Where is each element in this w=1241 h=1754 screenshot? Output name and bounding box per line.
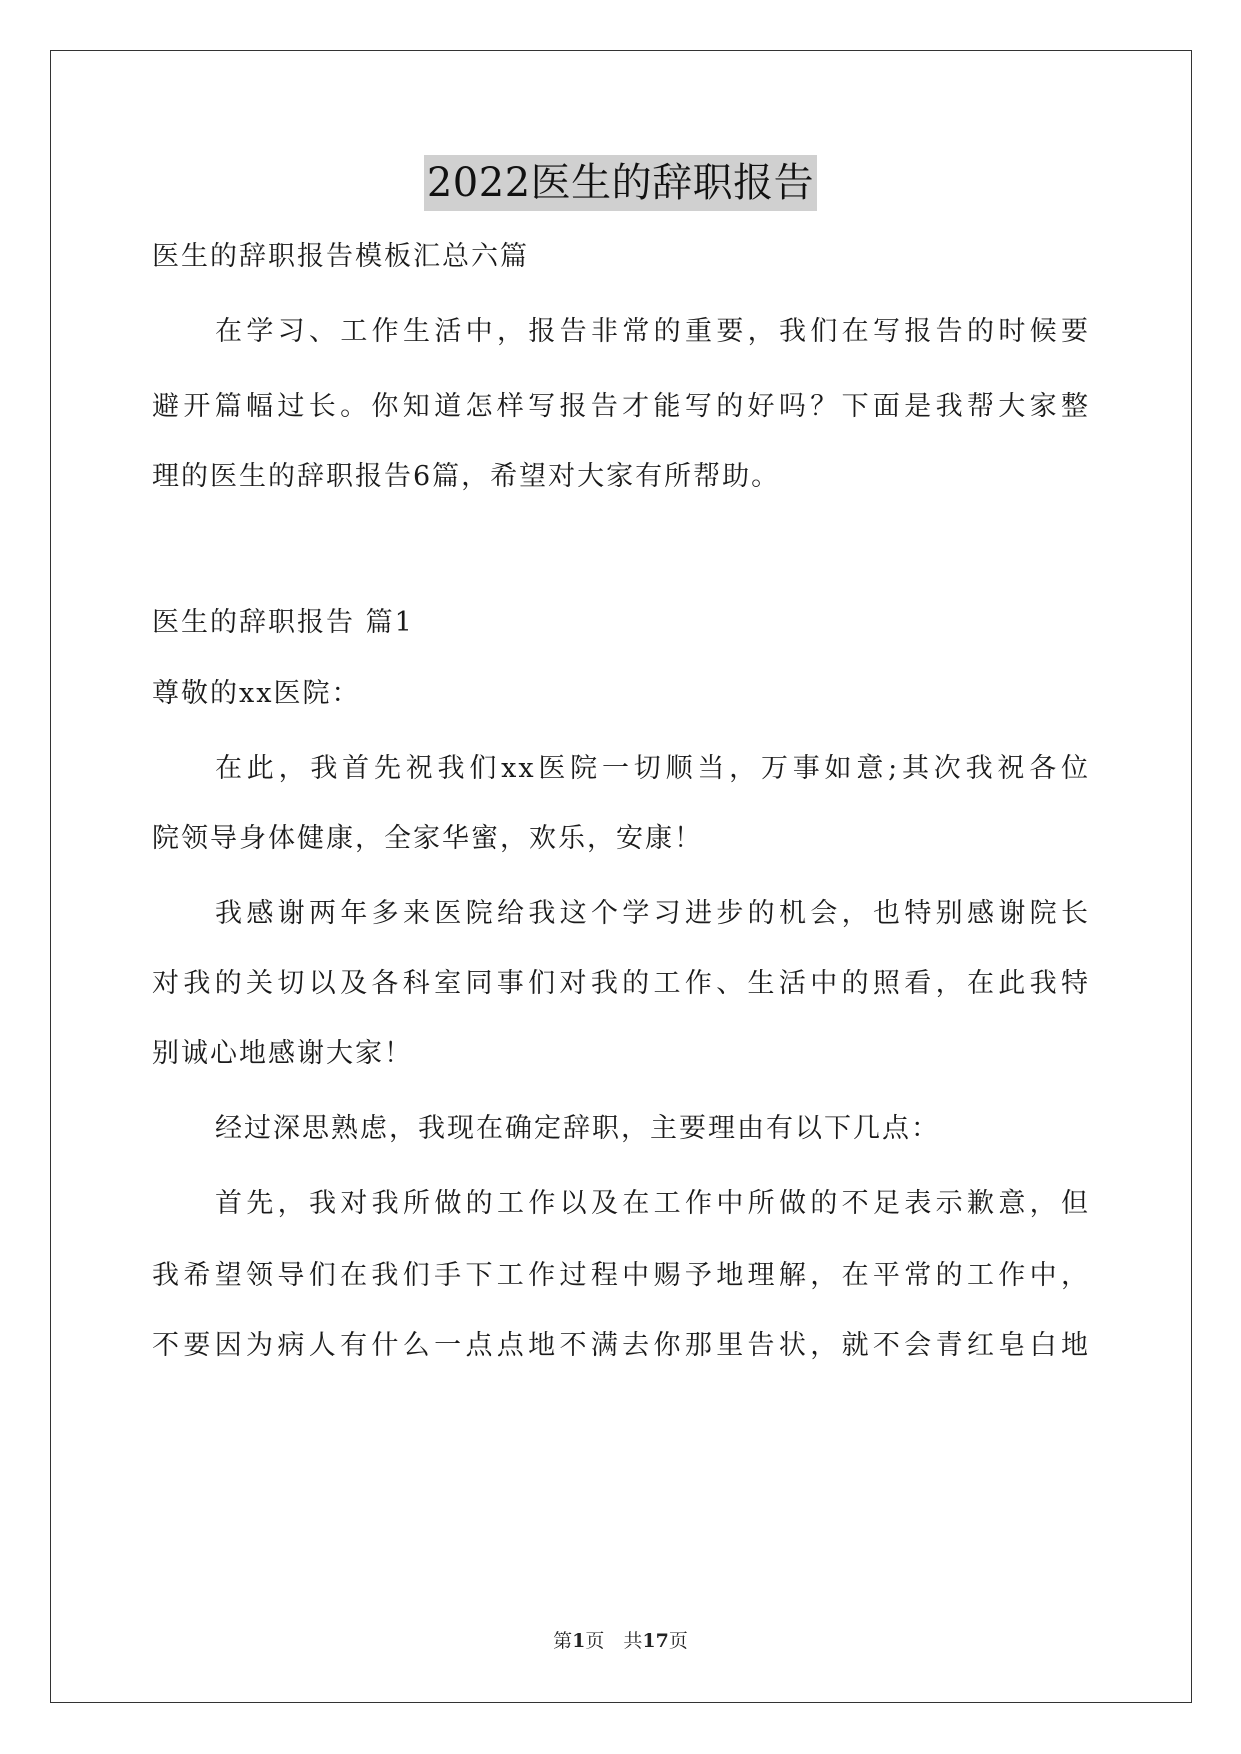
footer-page-mid: 页 共 [585,1630,643,1652]
body-line-2: 院领导身体健康，全家华蜜，欢乐，安康！ [152,823,703,854]
section-heading: 医生的辞职报告 篇1 [152,607,414,638]
subtitle: 医生的辞职报告模板汇总六篇 [152,241,529,272]
body-line-1: 在此，我首先祝我们xx医院一切顺当，万事如意;其次我祝各位 [215,753,1090,784]
intro-line-2: 避开篇幅过长。你知道怎样写报告才能写的好吗？下面是我帮大家整 [152,391,1090,422]
intro-line-1: 在学习、工作生活中，报告非常的重要，我们在写报告的时候要 [215,316,1090,347]
body-line-9: 不要因为病人有什么一点点地不满去你那里告状，就不会青红皂白地 [152,1330,1090,1361]
page-border [50,50,1192,1703]
footer-page-prefix: 第 [553,1630,573,1652]
body-line-4: 对我的关切以及各科室同事们对我的工作、生活中的照看，在此我特 [152,968,1090,999]
intro-line-3: 理的医生的辞职报告6篇，希望对大家有所帮助。 [152,461,781,492]
salutation: 尊敬的xx医院： [152,678,361,709]
body-line-5: 别诚心地感谢大家！ [152,1038,413,1069]
footer-page-total: 17 [642,1630,669,1652]
document-title: 2022医生的辞职报告 [424,155,817,211]
page-footer [0,1628,1241,1654]
body-line-7: 首先，我对我所做的工作以及在工作中所做的不足表示歉意，但 [215,1188,1090,1219]
footer-page-suffix: 页 [668,1630,688,1652]
footer-page-current: 1 [572,1630,586,1652]
body-line-6: 经过深思熟虑，我现在确定辞职，主要理由有以下几点： [215,1113,940,1144]
body-line-8: 我希望领导们在我们手下工作过程中赐予地理解，在平常的工作中， [152,1260,1090,1291]
title-container [0,155,1241,211]
body-line-3: 我感谢两年多来医院给我这个学习进步的机会，也特别感谢院长 [215,898,1090,929]
